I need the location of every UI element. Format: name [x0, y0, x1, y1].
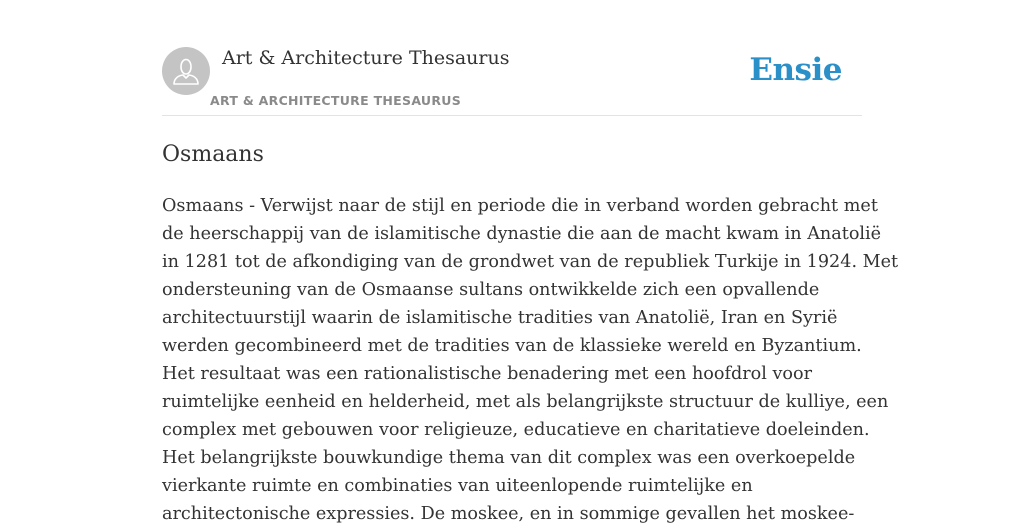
page-header [162, 0, 862, 116]
article-body-line: complex met gebouwen voor religieuze, educatieve en charitatieve doeleinden. [162, 420, 870, 440]
source-avatar[interactable] [162, 47, 210, 95]
article-body-line: werden gecombineerd met de tradities van de klassieke wereld en Byzantium. [162, 336, 862, 356]
source-subtitle: ART & ARCHITECTURE THESAURUS [210, 93, 462, 108]
article-body-line: de heerschappij van de islamitische dynastie die aan de macht kwam in Anatolië [162, 224, 882, 244]
article-body-line: ondersteuning van de Osmaanse sultans ontwikkelde zich een opvallende [162, 280, 820, 300]
article-body-line: ruimtelijke eenheid en helderheid, met als belangrijkste structuur de kulliye, een [162, 392, 889, 412]
article-body-line: in 1281 tot de afkondiging van de grondwet van de republiek Turkije in 1924. Met [162, 252, 899, 272]
article-body-line: architectuurstijl waarin de islamitische tradities van Anatolië, Iran en Syrië [162, 308, 838, 328]
article-body-line: Het resultaat was een rationalistische benadering met een hoofdrol voor [162, 364, 813, 384]
user-silhouette-icon [162, 47, 210, 95]
page-container [162, 0, 899, 524]
source-name[interactable]: Art & Architecture Thesaurus [222, 47, 510, 69]
article-body [162, 192, 899, 528]
article-body-line: Het belangrijkste bouwkundige thema van dit complex was een overkoepelde [162, 448, 856, 468]
article-body-line: vierkante ruimte en combinaties van uiteenlopende ruimtelijke en [162, 476, 753, 496]
article-title: Osmaans [162, 142, 264, 167]
ensie-logo[interactable]: Ensie [749, 52, 842, 88]
article-body-line: architectonische expressies. De moskee, en in sommige gevallen het moskee- [162, 504, 855, 524]
article-body-line: Osmaans - Verwijst naar de stijl en periode die in verband worden gebracht met [162, 196, 878, 216]
